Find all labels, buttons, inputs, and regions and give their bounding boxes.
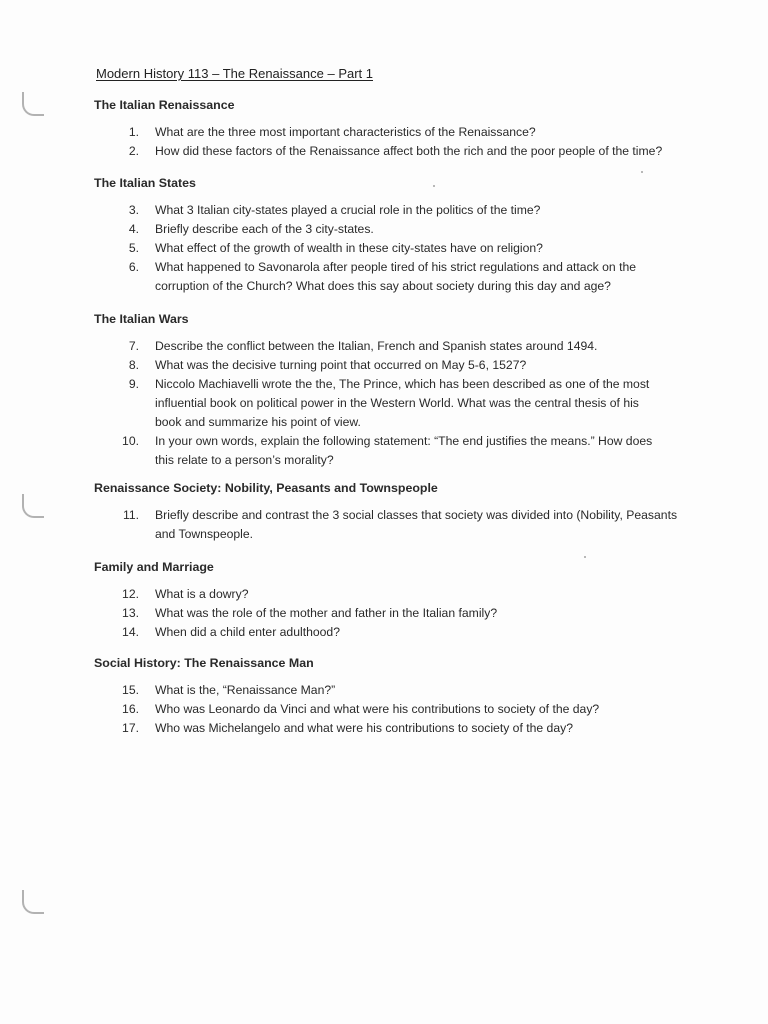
question-text-line: What is a dowry? [155, 587, 249, 601]
question-text [155, 623, 695, 642]
question-number: 1. [128, 125, 139, 139]
binder-hole-mark [22, 92, 44, 116]
question-number: 7. [128, 339, 139, 353]
question-text-line: Briefly describe each of the 3 city-states. [155, 222, 374, 236]
page-title: Modern History 113 – The Renaissance – Part 1 [96, 66, 373, 81]
question-text-line: corruption of the Church? What does this say about society during this day and age? [155, 279, 611, 293]
question-text-line: What are the three most important characteristics of the Renaissance? [155, 125, 536, 139]
question-text [155, 258, 695, 296]
question-text-line: this relate to a person’s morality? [155, 453, 334, 467]
question-number: 15. [122, 683, 139, 697]
question-text [155, 585, 695, 604]
question-text-line: What happened to Savonarola after people tired of his strict regulations and attack on the [155, 260, 637, 274]
question-number: 10. [122, 434, 139, 448]
question-text-line: Who was Leonardo da Vinci and what were his contributions to society of the day? [155, 702, 600, 716]
section-heading: Social History: The Renaissance Man [94, 656, 314, 670]
section-heading: The Italian States [94, 176, 196, 190]
question-number: 12. [122, 587, 139, 601]
binder-hole-mark [22, 890, 44, 914]
question-text [155, 700, 695, 719]
question-text-line: Describe the conflict between the Italian, French and Spanish states around 1494. [155, 339, 598, 353]
binder-hole-mark [22, 494, 44, 518]
question-text-line: and Townspeople. [155, 527, 254, 541]
question-text [155, 337, 695, 356]
question-text-line: Niccolo Machiavelli wrote the the, The Prince, which has been described as one of the most [155, 377, 650, 391]
question-text [155, 220, 695, 239]
question-text [155, 681, 695, 700]
question-text [155, 142, 695, 161]
question-text [155, 719, 695, 738]
scan-speck [584, 556, 586, 558]
section-heading: Renaissance Society: Nobility, Peasants and Townspeople [94, 481, 438, 495]
question-text-line: influential book on political power in the Western World. What was the central thesis of his [155, 396, 639, 410]
question-text [155, 356, 695, 375]
question-number: 11. [122, 508, 139, 522]
question-number: 13. [122, 606, 139, 620]
question-text [155, 506, 695, 544]
question-number: 17. [122, 721, 139, 735]
question-number: 2. [128, 144, 139, 158]
section-heading: The Italian Renaissance [94, 98, 235, 112]
question-number: 16. [122, 702, 139, 716]
question-text-line: When did a child enter adulthood? [155, 625, 340, 639]
question-text-line: What is the, “Renaissance Man?” [155, 683, 336, 697]
scan-speck [641, 171, 643, 173]
question-number: 3. [128, 203, 139, 217]
question-number: 6. [128, 260, 139, 274]
question-number: 14. [122, 625, 139, 639]
question-text-line: What was the role of the mother and father in the Italian family? [155, 606, 498, 620]
question-text [155, 239, 695, 258]
section-heading: Family and Marriage [94, 560, 214, 574]
question-text [155, 201, 695, 220]
question-text [155, 432, 695, 470]
question-text [155, 375, 695, 432]
question-text [155, 123, 695, 142]
question-text-line: Briefly describe and contrast the 3 social classes that society was divided into (Nobility, Peasants [155, 508, 678, 522]
question-text-line: In your own words, explain the following statement: “The end justifies the means.” How does [155, 434, 653, 448]
question-text-line: What was the decisive turning point that occurred on May 5-6, 1527? [155, 358, 527, 372]
question-number: 8. [128, 358, 139, 372]
question-text-line: What effect of the growth of wealth in these city-states have on religion? [155, 241, 543, 255]
question-text-line: book and summarize his point of view. [155, 415, 361, 429]
question-text-line: How did these factors of the Renaissance affect both the rich and the poor people of the time? [155, 144, 663, 158]
question-text-line: What 3 Italian city-states played a crucial role in the politics of the time? [155, 203, 541, 217]
section-heading: The Italian Wars [94, 312, 189, 326]
question-number: 9. [128, 377, 139, 391]
question-number: 5. [128, 241, 139, 255]
question-text-line: Who was Michelangelo and what were his contributions to society of the day? [155, 721, 573, 735]
question-text [155, 604, 695, 623]
question-number: 4. [128, 222, 139, 236]
scan-speck [433, 185, 435, 187]
